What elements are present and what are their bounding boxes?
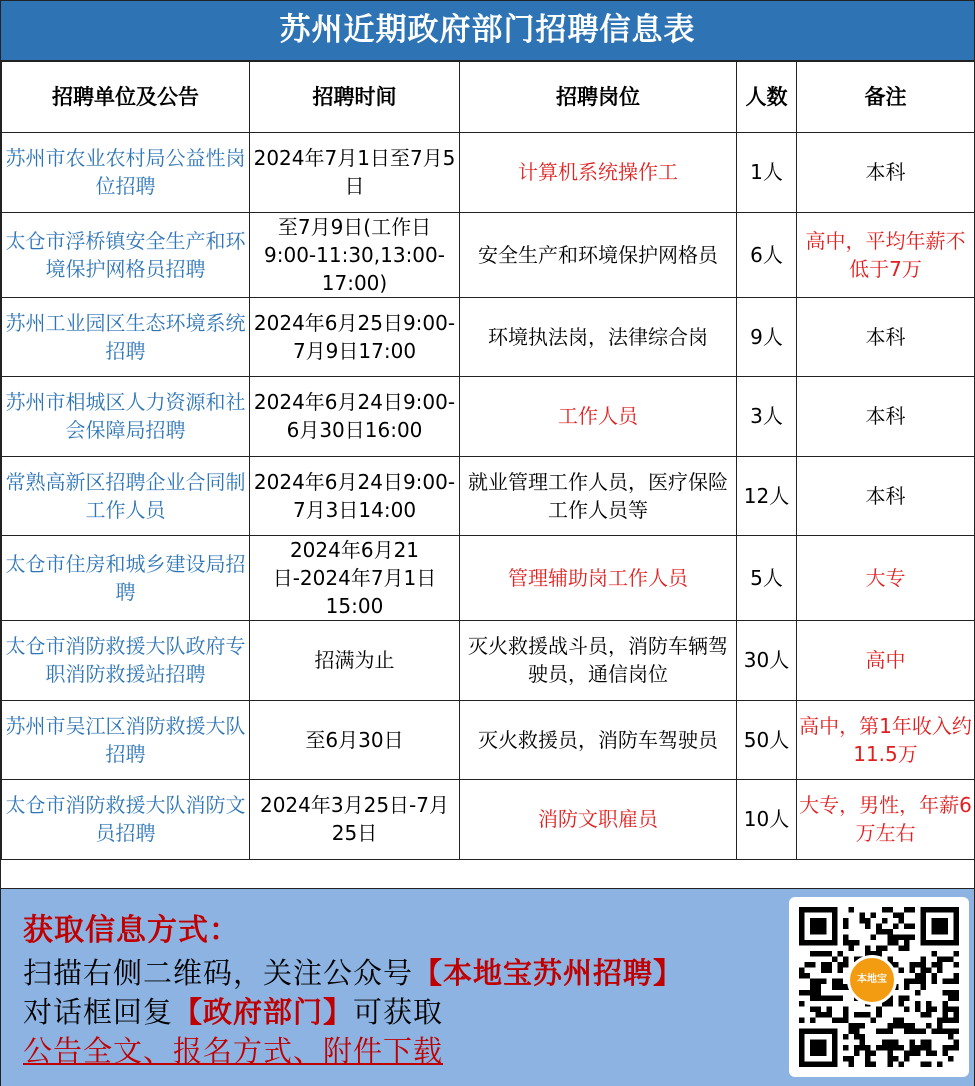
header-position: 招聘岗位 [460,62,737,133]
count-cell: 50人 [737,700,797,780]
footer-line-2-suffix: 可获取 [353,995,444,1029]
time-cell: 招满为止 [250,621,460,701]
unit-cell[interactable]: 苏州市农业农村局公益性岗位招聘 [2,133,250,213]
header-unit: 招聘单位及公告 [2,62,250,133]
qr-code[interactable] [789,897,969,1077]
position-cell: 计算机系统操作工 [460,133,737,213]
table-row [2,780,975,860]
position-cell: 管理辅助岗工作人员 [460,536,737,621]
note-cell: 高中，平均年薪不低于7万 [797,212,975,297]
note-cell: 本科 [797,297,975,377]
position-cell: 灭火救援员，消防车驾驶员 [460,700,737,780]
note-cell: 本科 [797,456,975,536]
header-note: 备注 [797,62,975,133]
time-cell: 至7月9日(工作日9:00-11:30,13:00-17:00) [250,212,460,297]
unit-cell[interactable]: 苏州市吴江区消防救援大队招聘 [2,700,250,780]
position-cell: 环境执法岗，法律综合岗 [460,297,737,377]
time-cell: 2024年7月1日至7月5日 [250,133,460,213]
qr-logo: 本地宝 [847,955,897,1005]
note-cell: 大专，男性，年薪6万左右 [797,780,975,860]
count-cell: 6人 [737,212,797,297]
table-row [2,536,975,621]
header-count: 人数 [737,62,797,133]
count-cell: 1人 [737,133,797,213]
table-row [2,377,975,457]
recruitment-table [1,61,975,860]
table-row [2,212,975,297]
table-row [2,456,975,536]
header-time: 招聘时间 [250,62,460,133]
count-cell: 5人 [737,536,797,621]
table-row [2,700,975,780]
page-title: 苏州近期政府部门招聘信息表 [1,1,974,61]
table-row [2,133,975,213]
position-cell: 灭火救援战斗员，消防车辆驾驶员，通信岗位 [460,621,737,701]
unit-cell[interactable]: 太仓市浮桥镇安全生产和环境保护网格员招聘 [2,212,250,297]
note-cell: 本科 [797,377,975,457]
time-cell: 2024年6月25日9:00-7月9日17:00 [250,297,460,377]
unit-cell[interactable]: 常熟高新区招聘企业合同制工作人员 [2,456,250,536]
time-cell: 2024年3月25日-7月25日 [250,780,460,860]
download-link[interactable]: 公告全文、报名方式、附件下载 [23,1034,444,1068]
table-header-row [2,62,975,133]
info-footer [1,888,974,1086]
account-name: 【本地宝苏州招聘】 [413,956,684,990]
reply-keyword: 【政府部门】 [173,995,354,1029]
position-cell: 就业管理工作人员，医疗保险工作人员等 [460,456,737,536]
footer-line-1-text: 扫描右侧二维码，关注公众号 [23,956,414,990]
count-cell: 9人 [737,297,797,377]
count-cell: 3人 [737,377,797,457]
footer-heading: 获取信息方式： [23,913,240,948]
position-cell: 消防文职雇员 [460,780,737,860]
footer-line-2 [23,990,443,1031]
time-cell: 至6月30日 [250,700,460,780]
footer-line-1 [23,951,683,992]
position-cell: 工作人员 [460,377,737,457]
time-cell: 2024年6月24日9:00-6月30日16:00 [250,377,460,457]
note-cell: 高中 [797,621,975,701]
count-cell: 12人 [737,456,797,536]
unit-cell[interactable]: 苏州市相城区人力资源和社会保障局招聘 [2,377,250,457]
count-cell: 10人 [737,780,797,860]
footer-line-2-text: 对话框回复 [23,995,174,1029]
note-cell: 高中，第1年收入约11.5万 [797,700,975,780]
position-cell: 安全生产和环境保护网格员 [460,212,737,297]
time-cell: 2024年6月24日9:00-7月3日14:00 [250,456,460,536]
note-cell: 大专 [797,536,975,621]
table-row [2,297,975,377]
unit-cell[interactable]: 太仓市消防救援大队消防文员招聘 [2,780,250,860]
unit-cell[interactable]: 太仓市住房和城乡建设局招聘 [2,536,250,621]
unit-cell[interactable]: 苏州工业园区生态环境系统招聘 [2,297,250,377]
table-row [2,621,975,701]
time-cell: 2024年6月21日-2024年7月1日15:00 [250,536,460,621]
unit-cell[interactable]: 太仓市消防救援大队政府专职消防救援站招聘 [2,621,250,701]
count-cell: 30人 [737,621,797,701]
note-cell: 本科 [797,133,975,213]
